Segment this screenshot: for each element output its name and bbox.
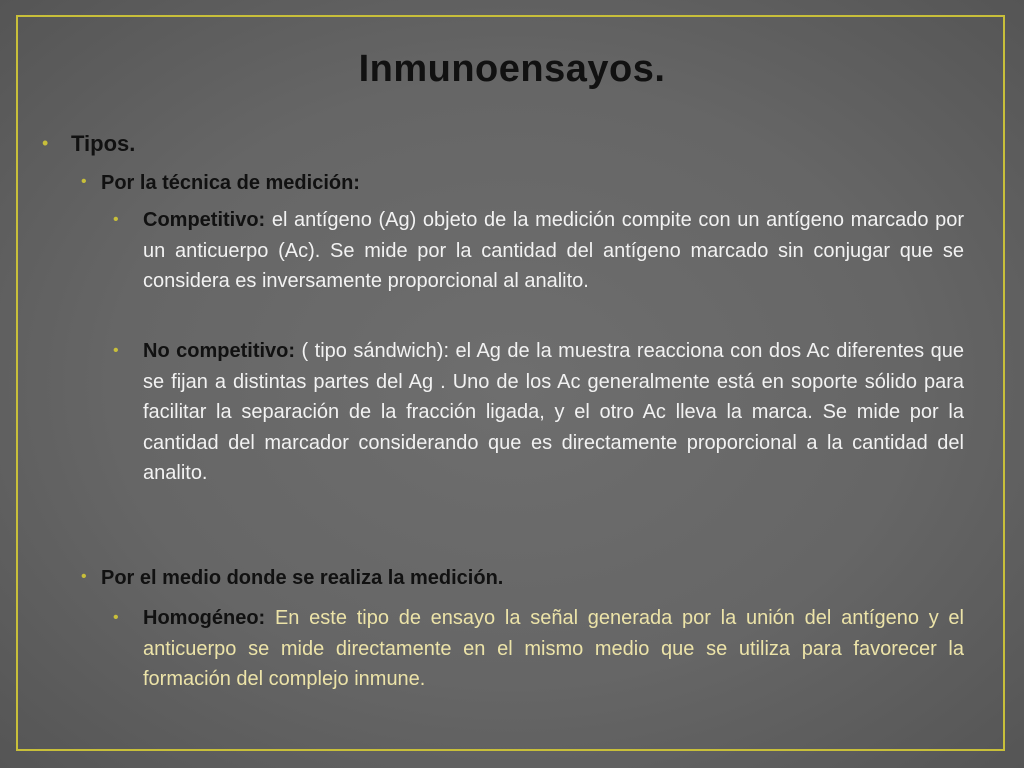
bullet-dot-icon: • <box>81 173 87 190</box>
item-no-competitivo-paragraph <box>143 336 964 489</box>
item-homogeneo-term: Homogéneo: <box>143 607 266 629</box>
bullet-dot-icon: • <box>113 342 119 359</box>
item-no-competitivo-body: ( tipo sándwich): el Ag de la muestra reacciona con dos Ac diferentes que se fijan a distintas partes del Ag . Uno de los Ac generalmente está en soporte sólido para facilitar la separación de la fracción ligada, y el otro Ac lleva la marca. Se mide por la cantidad del marcador considerando que es directamente proporcional a la cantidad del analito. <box>143 340 964 484</box>
item-homogeneo <box>113 603 964 695</box>
item-no-competitivo-term: No competitivo: <box>143 340 296 362</box>
item-competitivo-paragraph <box>143 205 964 297</box>
bullet-dot-icon: • <box>113 211 119 228</box>
section-heading-medio-text: Por el medio donde se realiza la medición. <box>101 567 504 589</box>
item-competitivo-term: Competitivo: <box>143 209 266 231</box>
item-competitivo-body: el antígeno (Ag) objeto de la medición compite con un antígeno marcado por un anticuerpo (Ac). Se mide por la cantidad del antígeno marcado sin conjugar que se considera es inversamente proporcional al analito. <box>143 209 964 292</box>
bullet-tipos-text: Tipos. <box>71 131 136 156</box>
item-homogeneo-paragraph <box>143 603 964 695</box>
bullet-dot-icon: • <box>113 609 119 626</box>
item-no-competitivo <box>113 336 964 489</box>
item-homogeneo-body: En este tipo de ensayo la señal generada por la unión del antígeno y el anticuerpo se mide directamente en el mismo medio que se utiliza para favorecer la formación del complejo inmune. <box>143 607 964 690</box>
slide-title: Inmunoensayos. <box>358 48 666 90</box>
item-competitivo <box>113 205 964 297</box>
bullet-dot-icon: • <box>81 568 87 585</box>
bullet-dot-icon: • <box>42 133 49 153</box>
section-heading-tecnica-text: Por la técnica de medición: <box>101 172 360 194</box>
